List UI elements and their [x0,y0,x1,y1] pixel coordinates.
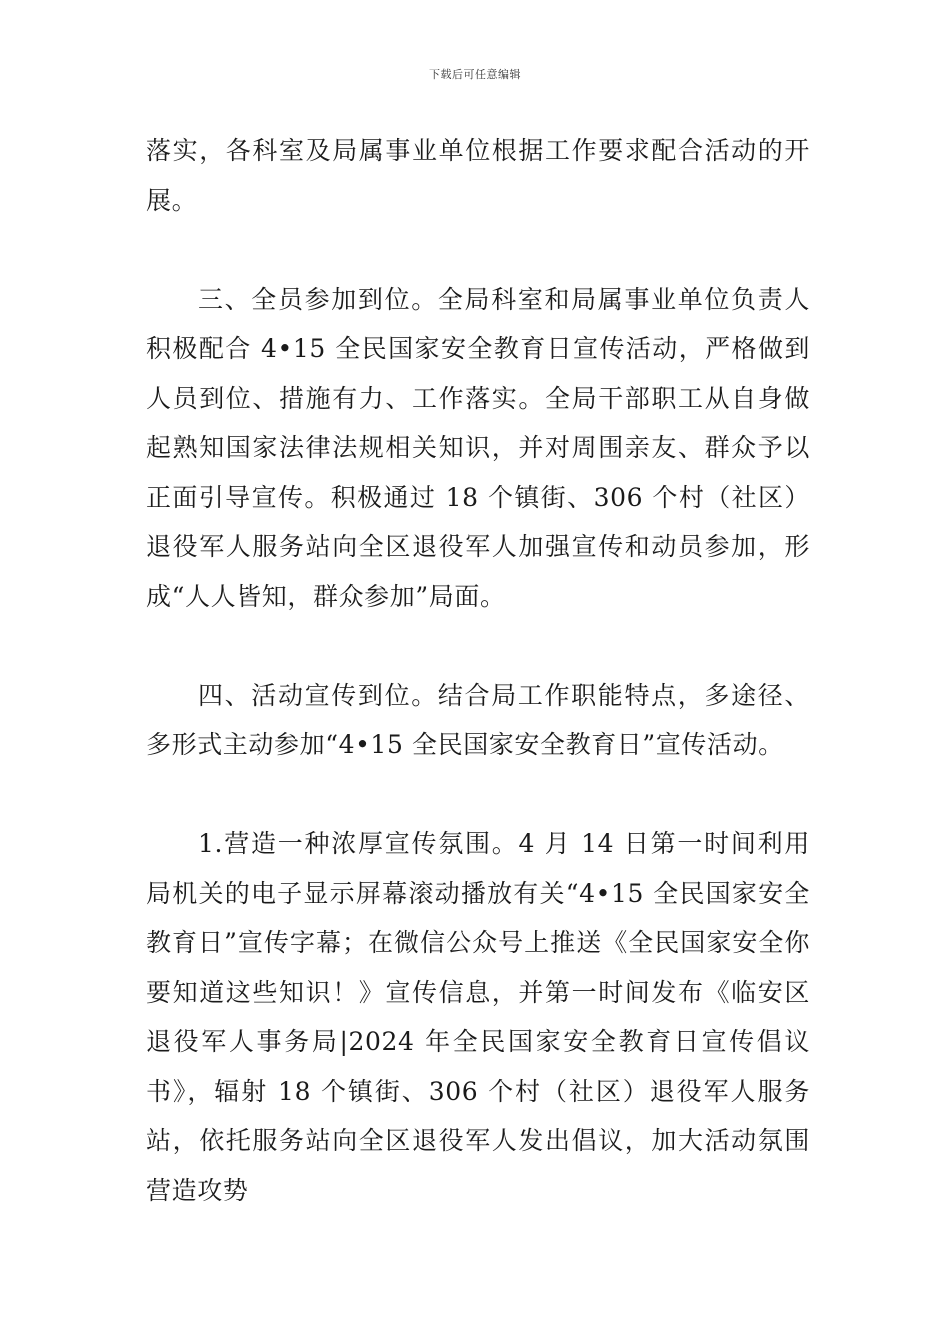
paragraph-continuation: 落实，各科室及局属事业单位根据工作要求配合活动的开展。 [146,136,810,215]
header-note: 下载后可任意编辑 [429,68,521,81]
paragraph-item-one: 1.营造一种浓厚宣传氛围。4 月 14 日第一时间利用局机关的电子显示屏幕滚动播放有关“4•15 全民国家安全教育日”宣传字幕；在微信公众号上推送《全民国家安全你要知道这些知识！》宣传信息，并第一时间发布《临安区退役军人事务局|2024 年全民国家安全教育日宣传倡议书》，辐射 18 个镇街、306 个村（社区）退役军人服务站，依托服务站向全区退役军人发出倡议，加大活动氛围营造攻势 [146,829,810,1205]
paragraph-section-three: 三、全员参加到位。全局科室和局属事业单位负责人积极配合 4•15 全民国家安全教育日宣传活动，严格做到人员到位、措施有力、工作落实。全局干部职工从自身做起熟知国家法律法规相关知识，并对周围亲友、群众予以正面引导宣传。积极通过 18 个镇街、306 个村（社区）退役军人服务站向全区退役军人加强宣传和动员参加，形成“人人皆知，群众参加”局面。 [146,284,810,611]
document-body [146,126,810,1215]
paragraph-section-four: 四、活动宣传到位。结合局工作职能特点，多途径、多形式主动参加“4•15 全民国家安全教育日”宣传活动。 [146,680,810,759]
